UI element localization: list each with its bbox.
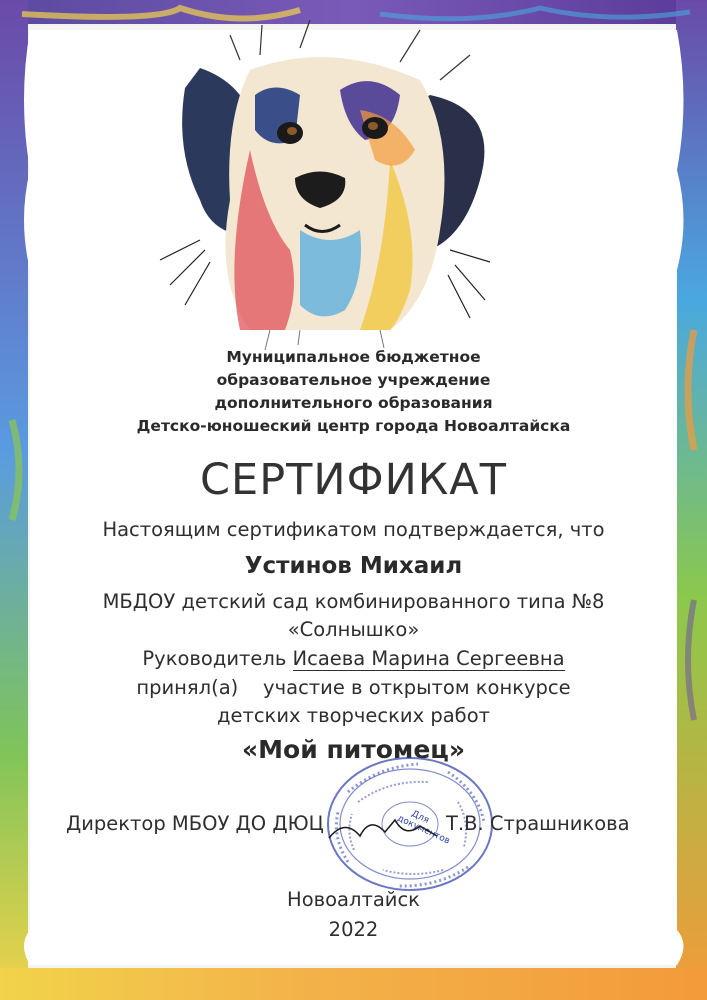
supervisor-line <box>0 647 707 670</box>
recipient-name: Устинов Михаил <box>244 553 463 579</box>
supervisor-name: Исаева Марина Сергеевна <box>292 647 565 670</box>
director-name: Т.В. Страшникова <box>446 812 630 835</box>
intro-text: Настоящим сертификатом подтверждается, что <box>102 518 605 541</box>
supervisor-label: Руководитель <box>142 647 293 670</box>
year: 2022 <box>328 918 379 941</box>
participation-line-2: детских творческих работ <box>217 704 490 727</box>
city: Новоалтайск <box>287 888 420 911</box>
institution-line-2: «Солнышко» <box>287 618 420 641</box>
certificate-title: СЕРТИФИКАТ <box>200 455 507 505</box>
director-position: Директор МБОУ ДО ДЮЦ <box>66 812 324 835</box>
organization-line-3: дополнительного образования <box>214 394 493 412</box>
signature-scribble <box>325 808 445 848</box>
organization-line-4: Детско-юношеский центр города Новоалтайска <box>136 417 571 435</box>
participation-line-1: принял(а) участие в открытом конкурсе <box>136 676 571 699</box>
organization-line-1: Муниципальное бюджетное <box>226 348 481 366</box>
institution-line-1: МБДОУ детский сад комбинированного типа №8 <box>102 590 605 613</box>
organization-line-2: образовательное учреждение <box>216 371 491 389</box>
stamp-center-text: Для документов <box>395 809 452 847</box>
contest-name: «Мой питомец» <box>242 735 465 764</box>
